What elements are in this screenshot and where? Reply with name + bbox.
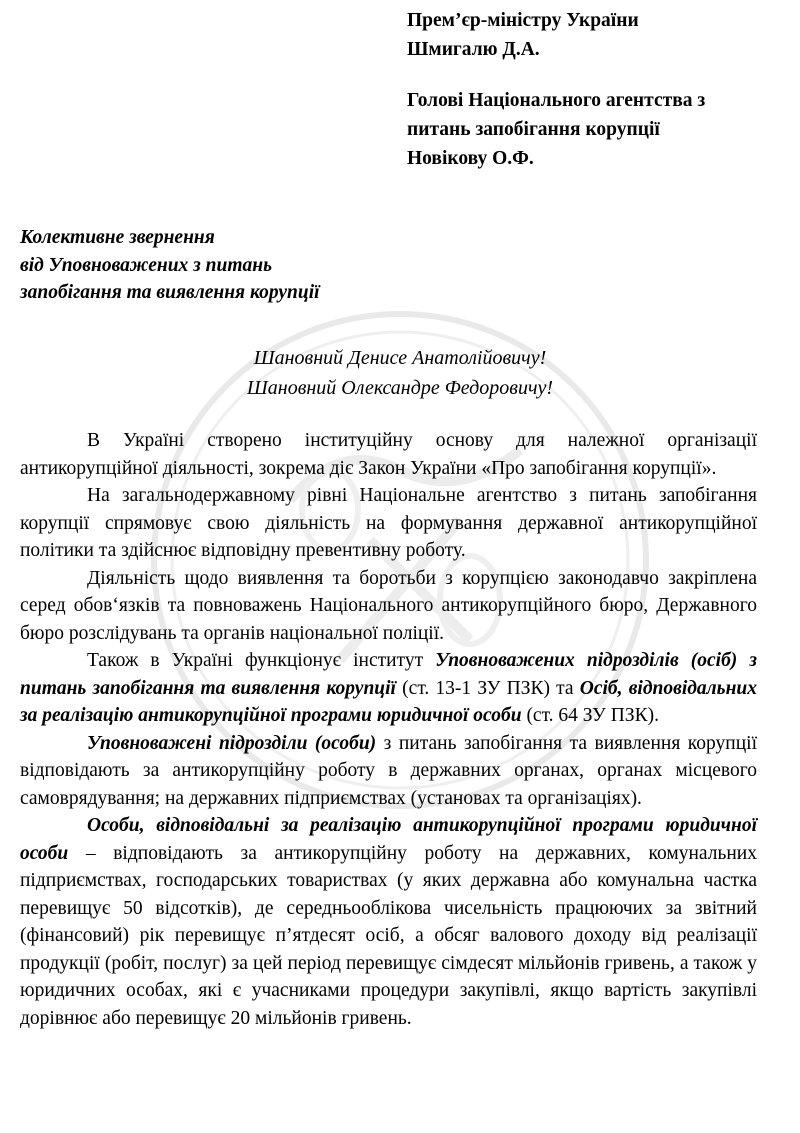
body-paragraph-6	[20, 812, 757, 1032]
p4-text-c: (ст. 13-1 ЗУ ПЗК) та	[395, 677, 580, 699]
p5-term: Уповноважені підрозділи (особи)	[87, 732, 377, 754]
body-paragraph-4	[20, 647, 757, 730]
subject-line1: Колективне звернення	[20, 227, 215, 248]
p4-term-authorized-units: Уповноважених підрозділів (осіб) з питань запобігання та виявлення корупції	[20, 650, 757, 699]
addressee-nazk-head	[407, 86, 777, 173]
subject-line3: запобігання та виявлення корупції	[20, 282, 320, 303]
p4-text-a: Також в Україні функціонує інститут	[87, 650, 436, 671]
salutation	[20, 343, 780, 403]
addressee-block	[407, 6, 777, 173]
addressee-pm-name: Шмигалю Д.А.	[407, 39, 540, 60]
p5-text: з питань запобігання та виявлення корупції відповідають за антикорупційну роботу в державних органах, органах місцевого самоврядування; на державних підприємствах (установах та організаціях).	[20, 732, 757, 809]
salutation-line1: Шановний Денисе Анатолійовичу!	[253, 347, 547, 369]
body-paragraph-2: На загальнодержавному рівні Національне агентство з питань запобігання корупції спрямовує свою діяльність на формування державної антикорупційної політики та здійснює відповідну превентивну роботу.	[20, 485, 757, 561]
body-paragraph-5	[20, 730, 757, 813]
subject-line2: від Уповноважених з питань	[20, 254, 273, 276]
p6-text: – відповідають за антикорупційну роботу на державних, комунальних підприємствах, господарських товариствах (у яких державна або комунальна частка перевищує 50 відсотків), де середньооблікова чисельність працюючих за звітний (фінансовий) рік перевищує п’ятдесят осіб, а обсяг валового доходу від реалізації продукції (робіт, послуг) за цей період перевищує сімдесят мільйонів гривень, а також у юридичних особах, які є учасниками процедури закупівлі, якщо вартість закупівлі дорівнює або перевищує 20 мільйонів гривень.	[20, 842, 757, 1029]
body-paragraph-3: Діяльність щодо виявлення та боротьби з корупцією законодавчо закріплена серед обов‘язків та повноважень Національного антикорупційного бюро, Державного бюро розслідувань та органів національної поліції.	[20, 567, 757, 644]
salutation-line2: Шановний Олександре Федоровичу!	[246, 377, 554, 399]
addressee-nazk-name: Новікову О.Ф.	[407, 148, 534, 169]
body-paragraph-1: В Україні створено інституційну основу для належної організації антикорупційної діяльності, зокрема діє Закон України «Про запобігання корупції».	[20, 430, 757, 479]
letter-subject	[20, 224, 320, 307]
addressee-pm-title: Прем’єр-міністру України	[407, 10, 639, 31]
addressee-nazk-title-line1: Голові Національного агентства з	[407, 90, 706, 111]
letter-body	[20, 427, 757, 1032]
p6-term: Особи, відповідальні за реалізацію антикорупційної програми юридичної особи	[20, 815, 757, 864]
p4-term-responsible-persons: Осіб, відповідальних за реалізацію антикорупційної програми юридичної особи	[20, 677, 758, 726]
addressee-nazk-title-line2: питань запобігання корупції	[407, 119, 660, 140]
p4-text-e: (ст. 64 ЗУ ПЗК).	[521, 705, 659, 726]
addressee-prime-minister	[407, 6, 777, 64]
